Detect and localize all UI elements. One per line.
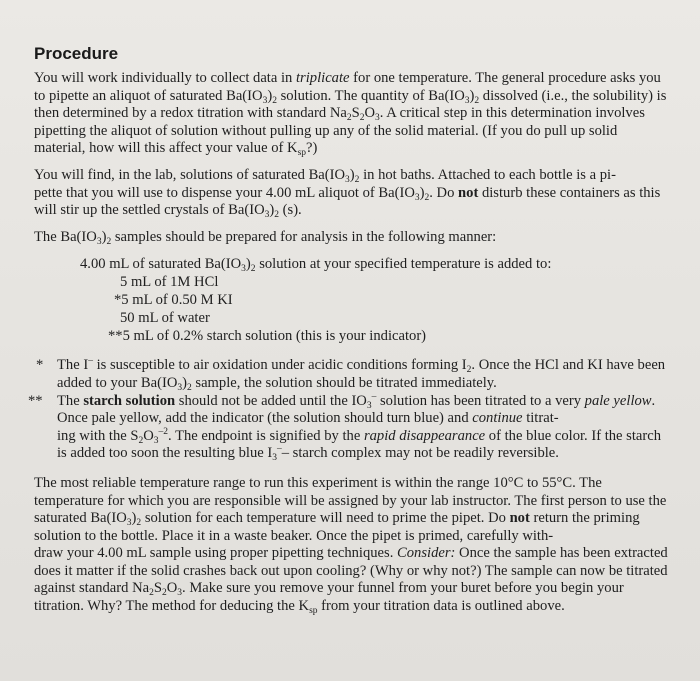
section-heading: Procedure bbox=[34, 44, 119, 63]
list-item: *5 mL of 0.50 M KI bbox=[114, 292, 233, 309]
paragraph-preparation: The $Ba(IO_3)_2$ samples should be prepared for analysis in the following manner: bbox=[34, 228, 497, 247]
footnote-double-star: ** The starch solution should not be added until the $IO_3^-$ solution has been titrated to a very pale yellow. Once pale yellow, add the indicator (the solution should turn blue) and continue titrat- ing with the $S_2O_3^{-2}$. The endpoint is signified by the rapid disappearance of the blue color. If the starch is added too soon the resulting blue $I_3^--$ starch complex may not be readily reversible. bbox=[28, 391, 662, 464]
footnote-marker: ** bbox=[28, 392, 43, 409]
list-item: 50 mL of water bbox=[120, 310, 210, 327]
footnote-single-star: * The I– is susceptible to air oxidation under acidic conditions forming $I_2$. Once the HCl and KI have been added to your $Ba(IO_3)_2$ sample, the solution should be titrated immediately. bbox=[36, 356, 666, 393]
list-intro: 4.00 mL of saturated $Ba(IO_3)_2$ solution at your specified temperature is added to: bbox=[80, 256, 552, 275]
paragraph-intro: You will work individually to collect data in triplicate for one temperature. The general procedure asks you to pipette an aliquot of saturated $Ba(IO_3)_2$ solution. The quantity of $Ba(IO_3)_2$ dissolved (i.e., the solubility) is then determined by a redox titration with standard $Na_2S_2O_3$. A critical step in this determination involves pipetting the aliquot of solution without pulling up any of the solid material. (If you do pull up solid material, how will this affect your value of $K_{sp}$?) bbox=[34, 70, 667, 159]
paragraph-temperature: The most reliable temperature range to run this experiment is within the range 10°C to 55°C. The temperature for which you are responsible will be assigned by your lab instructor. The first person to use the saturated $Ba(IO_3)_2$ solution for each temperature will need to prime the pipet. Do not return the priming solution to the bottle. Place it in a waste beaker. Once the pipet is primed, carefully with- draw your 4.00 mL sample using proper pipetting techniques. Consider: Once the sample has been extracted does it matter if the solid crashes back out upon cooling? (Why or why not?) The sample can now be titrated against standard $Na_2S_2O_3$. Make sure you remove your funnel from your buret before you begin your titration. Why? The method for deducing the $K_{sp}$ from your titration data is outlined above. bbox=[34, 474, 668, 617]
list-item: 5 mL of 1M HCl bbox=[120, 274, 219, 291]
paragraph-hot-baths: You will find, in the lab, solutions of saturated $Ba(IO_3)_2$ in hot baths. Attached to each bottle is a pi- pette that you will use to dispense your 4.00 mL aliquot of $Ba(IO_3)_2$. Do not disturb these containers as this will stir up the settled crystals of $Ba(IO_3)_2$ (s). bbox=[34, 166, 661, 221]
footnote-marker: * bbox=[36, 357, 44, 374]
list-item: **5 mL of 0.2% starch solution (this is your indicator) bbox=[108, 328, 427, 345]
